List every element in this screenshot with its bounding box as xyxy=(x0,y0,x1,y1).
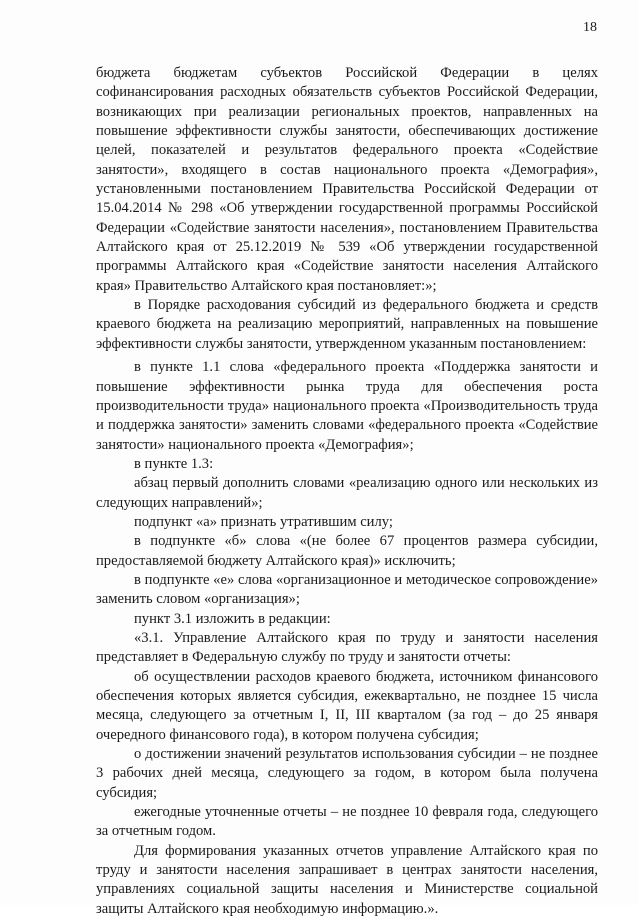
paragraph: абзац первый дополнить словами «реализацию одного или нескольких из следующих направлений»; xyxy=(96,475,598,511)
paragraph: об осуществлении расходов краевого бюджета, источником финансового обеспечения которых является субсидия, ежеквартально, не позднее 15 числа месяца, следующего за отчетным I, II, III кварталом (за год – до 25 января очередного финансового года), в котором получена субсидия; xyxy=(96,668,598,743)
paragraph: в пункте 1.1 слова «федерального проекта «Поддержка занятости и повышение эффективности рынка труда для обеспечения роста производительности труда» национального проекта «Производительность труда и поддержка занятости» заменить словами «федерального проекта «Содействие занятости» национального проекта «Демография»; xyxy=(96,359,598,453)
page-number: 18 xyxy=(583,20,597,35)
paragraph: бюджета бюджетам субъектов Российской Федерации в целях софинансирования расходных обязательств субъектов Российской Федерации, возникающих при реализации региональных проектов, направленных на повышение эффективности службы занятости, обеспечивающих достижение целей, показателей и результатов федерального проекта «Содействие занятости», входящего в состав национального проекта «Демография», установленными постановлением Правительства Российской Федерации от 15.04.2014 № 298 «Об утверждении государственной программы Российской Федерации «Содействие занятости населения», постановлением Правительства Алтайского края от 25.12.2019 № 539 «Об утверждении государственной программы Алтайского края «Содействие занятости населения Алтайского края» Правительство Алтайского края постановляет:»; xyxy=(96,65,598,294)
paragraph: ежегодные уточненные отчеты – не позднее 10 февраля года, следующего за отчетным годом. xyxy=(96,804,598,840)
paragraph: Для формирования указанных отчетов управление Алтайского края по труду и занятости населения запрашивает в центрах занятости населения, управлениях социальной защиты населения и Министерстве социальной защиты Алтайского края необходимую информацию.». xyxy=(96,842,598,917)
paragraph: в подпункте «б» слова «(не более 67 процентов размера субсидии, предоставляемой бюджету Алтайского края)» исключить; xyxy=(96,533,598,569)
paragraph: пункт 3.1 изложить в редакции: xyxy=(134,610,331,627)
paragraph: в подпункте «е» слова «организационное и методическое сопровождение» заменить словом «организация»; xyxy=(96,571,598,608)
paragraph: в Порядке расходования субсидий из федерального бюджета и средств краевого бюджета на реализацию мероприятий, направленных на повышение эффективности службы занятости, утвержденном указанным постановлением: xyxy=(96,297,598,352)
document-body xyxy=(96,64,598,919)
paragraph: в пункте 1.3: xyxy=(134,455,214,472)
paragraph: «3.1. Управление Алтайского края по труду и занятости населения представляет в Федеральную службу по труду и занятости отчеты: xyxy=(96,629,598,666)
paragraph: о достижении значений результатов использования субсидии – не позднее 3 рабочих дней месяца, следующего за годом, в котором была получена субсидия; xyxy=(96,746,598,801)
paragraph: подпункт «а» признать утратившим силу; xyxy=(134,513,393,530)
